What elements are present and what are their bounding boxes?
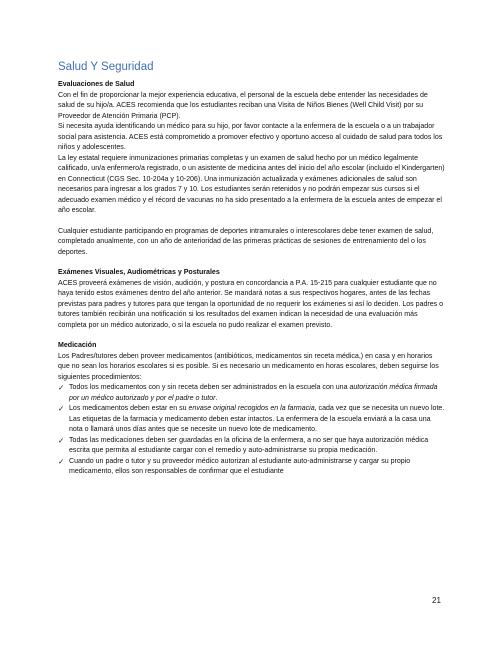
- paragraph: Los Padres/tutores deben proveer medicamentos (antibióticos, medicamentos sin receta médica,) en casa y en horarios que no sean los horarios escolares si es posible. Si es necesario un medicamento en horas escolares, deben seguirse los siguientes procedimientos:: [58, 352, 439, 381]
- page-number: 21: [432, 596, 441, 605]
- paragraph: Si necesita ayuda identificando un médico para su hijo, por favor contacte a la enfermera de la escuela o a un trabajador social para asistencia. ACES está comprometido a promover efectivo y oportuno acceso al cuidado de salud para todos los niños y adolescentes.: [58, 123, 443, 151]
- paragraph: ACES proveerá exámenes de visión, audición, y postura en concordancia a P.A. 15-215 para cualquier estudiante que no haya tenido estos exámenes dentro del año anterior. Se mandará notas a sus respectivos hogares, antes de las fechas previstas para padres y tutores para que tengan la oportunidad de no requerir los exámenes si así lo deciden. Los padres o tutores también recibirán una notificación si los resultados del examen indican la necesidad de una evaluación más completa por un médico autorizado, o si la escuela no pudo realizar el examen previsto.: [58, 279, 444, 329]
- medication-procedures-list: [58, 383, 446, 478]
- list-item-text: Todos los medicamentos con y sin receta deben ser administrados en la escuela con una: [69, 384, 350, 391]
- list-item: [58, 404, 446, 436]
- checkmark-icon: ✓: [58, 435, 65, 445]
- section-heading-examenes: Exámenes Visuales, Audiométricas y Posturales: [58, 269, 220, 276]
- document-page: [58, 60, 446, 478]
- spacer: [58, 331, 446, 341]
- list-item: [58, 436, 446, 457]
- paragraph: La ley estatal requiere inmunizaciones primarias completas y un examen de salud hecho por un médico legalmente calificado, un/a enfermero/a registrado, o un asistente de medicina antes del inicio del año escolar (incluido el Kindergarten) en Connecticut (CGS Sec. 10-204a y 10-206). Una inmunización actualizada y exámenes adicionales de salud son necesarios para ingresar a los grados 7 y 10. Los estudiantes serán retenidos y no podrán empezar sus cursos si el adecuado examen médico y el récord de vacunas no ha sido presentado a la enfermera de la escuela antes de empezar el año escolar.: [58, 154, 445, 214]
- list-item-emphasis: autorización médica firmada por un médico autorizado y por el padre o tutor: [69, 384, 438, 402]
- checkmark-icon: ✓: [58, 404, 65, 413]
- list-item-text: Todas las medicaciones deben ser guardadas en la oficina de la enfermera, a no ser que haya autorización médica escrita que permita al estudiante cargar con el remedio y auto-administrarse su propia medicación.: [69, 436, 429, 454]
- checkmark-icon: ✓: [58, 456, 65, 466]
- spacer: [58, 258, 446, 268]
- list-item: [58, 383, 446, 404]
- list-item-text: , cada vez que se necesita un nuevo lote. Las etiquetas de la farmacia y medicamento deben estar intactos. La enfermera de la escuela enviará a la casa una nota o llamará unos días antes que se necesite un nuevo lote de medicamento.: [69, 405, 445, 433]
- spacer: [58, 217, 446, 227]
- list-item-emphasis: envase original recogidos en la farmacia: [188, 405, 315, 412]
- paragraph: Cualquier estudiante participando en programas de deportes intramurales o interescolares debe tener examen de salud, completado anualmente, con un año de anterioridad de las primeras prácticas de sesiones de entrenamiento del o los deportes.: [58, 227, 434, 256]
- section-heading-evaluaciones: Evaluaciones de Salud: [58, 81, 135, 88]
- checkmark-icon: ✓: [58, 383, 65, 392]
- list-item-text: Cuando un padre o tutor y su proveedor médico autorizan al estudiante auto-administrarse y cargar su propio medicamento, ellos son responsables de confirmar que el estudiante: [69, 457, 411, 475]
- list-item-text: Los medicamentos deben estar en su: [69, 405, 189, 412]
- paragraph: Con el fin de proporcionar la mejor experiencia educativa, el personal de la escuela debe entender las necesidades de salud de su hijo/a. ACES recomienda que los estudiantes reciban una Visita de Niños Bienes (Well Child Visit) por su Proveedor de Atención Primaria (PCP).: [58, 91, 428, 120]
- page-title: Salud Y Seguridad: [58, 61, 154, 73]
- list-item-text: .: [215, 394, 218, 402]
- list-item: [58, 457, 446, 478]
- section-heading-medicacion: Medicación: [58, 342, 97, 349]
